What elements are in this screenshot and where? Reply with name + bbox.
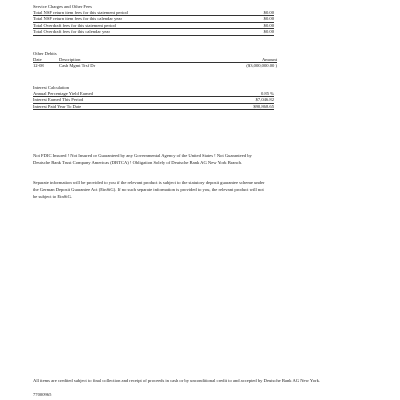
interest-label: Annual Percentage Yield Earned bbox=[33, 90, 93, 96]
column-header-amount: Amount bbox=[261, 56, 277, 62]
debit-date: 12-08 bbox=[33, 63, 44, 69]
other-debits-section bbox=[33, 51, 277, 69]
interest-heading: Interest Calculation bbox=[33, 85, 70, 90]
footer-note-text: All items are credited subject to final collection and receipt of proceeds in cash or by unconditional credit to and accepted by Deutsche Bank AG New York. bbox=[33, 378, 321, 383]
service-charge-amount: $0.00 bbox=[263, 9, 274, 15]
service-charge-row bbox=[33, 23, 274, 30]
footer-note bbox=[33, 378, 373, 384]
service-charge-label: Total Overdraft fees for this calendar year bbox=[33, 29, 110, 35]
interest-value: $7,046.82 bbox=[255, 97, 274, 103]
interest-row bbox=[33, 97, 274, 104]
service-charges-heading: Service Charges and Other Fees bbox=[33, 4, 92, 9]
interest-row bbox=[33, 91, 274, 98]
debit-row bbox=[33, 63, 277, 69]
other-debits-heading: Other Debits bbox=[33, 51, 57, 56]
service-charge-row bbox=[33, 10, 274, 17]
interest-label: Interest Earned This Period bbox=[33, 97, 84, 103]
other-debits-header-row bbox=[33, 57, 277, 64]
debit-amount: ($3,000,000.00 ) bbox=[246, 63, 277, 69]
service-charge-row bbox=[33, 29, 274, 36]
fdic-disclosure-text: Not FDIC Insured ! Not Insured or Guaranteed by any Governmental Agency of the United States ! Not Guaranteed by Deutsche Bank Trust Company Americas (DBTCA) ! Obligation Solely of Deutsche Bank AG New York Branch. bbox=[33, 153, 252, 166]
service-charge-label: Total NSF return item fees for this calendar year bbox=[33, 16, 122, 22]
interest-value: $90,868.65 bbox=[253, 103, 274, 109]
debit-description: Cash Mgmt Trsf Dr bbox=[59, 63, 96, 69]
interest-value: 0.85 % bbox=[260, 90, 274, 96]
service-charge-amount: $0.00 bbox=[263, 16, 274, 22]
service-charge-row bbox=[33, 16, 274, 23]
column-header-date: Date bbox=[33, 56, 42, 62]
service-charge-amount: $0.00 bbox=[263, 22, 274, 28]
service-charge-label: Total NSF return item fees for this statement period bbox=[33, 9, 128, 15]
service-charges-section bbox=[33, 4, 274, 36]
service-charge-amount: $0.00 bbox=[263, 29, 274, 35]
interest-section bbox=[33, 85, 274, 110]
interest-row bbox=[33, 104, 274, 111]
deposit-guarantee-text: Separate information will be provided to you if the relevant product is subject to the statutory deposit guarantee scheme under the German Deposit Guarantee Act (EinSiG). If no such separate information is provided to you, the relevant product will not be subject to EinSiG. bbox=[33, 180, 265, 200]
interest-label: Interest Paid Year To Date bbox=[33, 103, 82, 109]
service-charge-label: Total Overdraft fees for this statement period bbox=[33, 22, 116, 28]
fdic-disclosure bbox=[33, 152, 265, 166]
deposit-guarantee-notice bbox=[33, 179, 265, 200]
footer-code bbox=[33, 392, 51, 398]
column-header-description: Description bbox=[59, 56, 81, 62]
footer-code-text: 77000965 bbox=[33, 392, 52, 397]
